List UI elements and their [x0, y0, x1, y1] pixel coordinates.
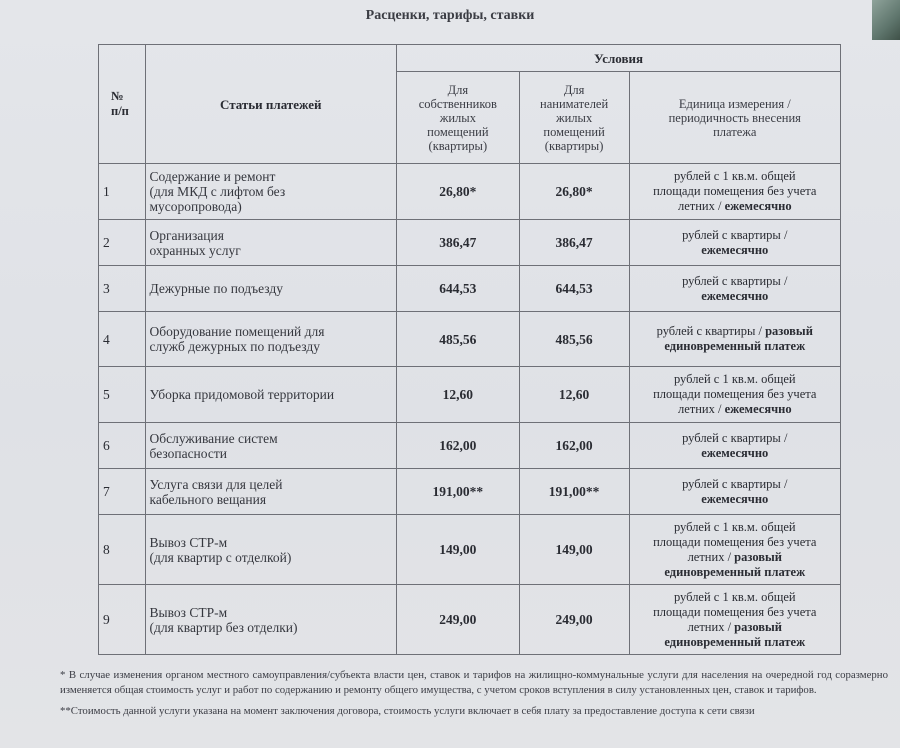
- header-tenants: Для нанимателей жилых помещений (квартиры): [519, 72, 629, 164]
- row-number: 7: [99, 469, 146, 515]
- row-number: 1: [99, 164, 146, 220]
- row-item: Услуга связи для целей кабельного вещания: [145, 469, 397, 515]
- footnote-single-asterisk: * В случае изменения органом местного самоуправления/субъекта власти цен, ставок и тарифов на жилищно-коммунальные услуги для населения на очередной год соразмерно изменяется общая стоимость услуг и работ по содержанию и ремонту общего имущества, с учетом сроков вступления в силу установленных цен, ставок и тарифов.: [60, 669, 888, 696]
- unit-period: ежемесячно: [724, 199, 792, 213]
- table-row: [99, 220, 841, 266]
- unit-period: разовый единовременный платеж: [664, 324, 813, 353]
- unit-period: ежемесячно: [701, 491, 769, 506]
- row-number: 9: [99, 585, 146, 655]
- row-item: Организация охранных услуг: [145, 220, 397, 266]
- row-unit: [629, 367, 840, 423]
- row-number: 4: [99, 312, 146, 367]
- row-unit: [629, 220, 840, 266]
- header-owners: Для собственников жилых помещений (квартиры): [397, 72, 520, 164]
- row-item: Дежурные по подъезду: [145, 266, 397, 312]
- unit-period: ежемесячно: [701, 445, 769, 460]
- row-number: 8: [99, 515, 146, 585]
- table-row: [99, 266, 841, 312]
- row-unit: [629, 469, 840, 515]
- row-owners-price: 386,47: [397, 220, 520, 266]
- table-header-row: [99, 45, 841, 72]
- row-tenants-price: 386,47: [519, 220, 629, 266]
- row-tenants-price: 191,00**: [519, 469, 629, 515]
- row-number: 2: [99, 220, 146, 266]
- unit-period: разовый единовременный платеж: [664, 619, 806, 649]
- row-tenants-price: 644,53: [519, 266, 629, 312]
- row-unit: [629, 423, 840, 469]
- unit-text: рублей с квартиры /: [682, 227, 788, 242]
- table-row: [99, 423, 841, 469]
- row-item: Содержание и ремонт (для МКД с лифтом без мусоропровода): [145, 164, 397, 220]
- header-conditions: Условия: [397, 45, 841, 72]
- row-owners-price: 12,60: [397, 367, 520, 423]
- row-unit: [629, 515, 840, 585]
- unit-text: рублей с квартиры /: [682, 273, 788, 288]
- row-owners-price: 485,56: [397, 312, 520, 367]
- row-tenants-price: 149,00: [519, 515, 629, 585]
- row-item: Обслуживание систем безопасности: [145, 423, 397, 469]
- table-row: [99, 585, 841, 655]
- unit-period: ежемесячно: [701, 288, 769, 303]
- row-tenants-price: 26,80*: [519, 164, 629, 220]
- row-number: 5: [99, 367, 146, 423]
- header-items: Статьи платежей: [145, 45, 397, 164]
- row-unit: [629, 585, 840, 655]
- row-owners-price: 149,00: [397, 515, 520, 585]
- table-row: [99, 515, 841, 585]
- unit-text: рублей с 1 кв.м. общей площади помещения без учета летних /: [653, 169, 817, 213]
- table-row: [99, 312, 841, 367]
- row-item: Уборка придомовой территории: [145, 367, 397, 423]
- row-owners-price: 162,00: [397, 423, 520, 469]
- header-number: № п/п: [99, 45, 146, 164]
- rates-table: [98, 44, 841, 655]
- row-owners-price: 26,80*: [397, 164, 520, 220]
- unit-period: ежемесячно: [724, 402, 792, 416]
- row-unit: [629, 266, 840, 312]
- table-row: [99, 367, 841, 423]
- unit-text: рублей с 1 кв.м. общей площади помещения без учета летних /: [653, 589, 817, 634]
- row-item: Вывоз СТР-м (для квартир без отделки): [145, 585, 397, 655]
- row-item: Оборудование помещений для служб дежурных по подъезду: [145, 312, 397, 367]
- table-row: [99, 469, 841, 515]
- unit-text: рублей с 1 кв.м. общей площади помещения без учета летних /: [653, 519, 817, 564]
- footnote-double-asterisk: **Стоимость данной услуги указана на момент заключения договора, стоимость услуги включает в себя плату за предоставление доступа к сети связи: [60, 705, 755, 717]
- row-number: 3: [99, 266, 146, 312]
- unit-text: рублей с 1 кв.м. общей площади помещения без учета летних /: [653, 372, 817, 416]
- unit-period: разовый единовременный платеж: [664, 549, 806, 579]
- unit-text: рублей с квартиры /: [682, 476, 788, 491]
- unit-text: рублей с квартиры /: [656, 324, 766, 338]
- unit-text: рублей с квартиры /: [682, 430, 788, 445]
- row-item: Вывоз СТР-м (для квартир с отделкой): [145, 515, 397, 585]
- row-owners-price: 644,53: [397, 266, 520, 312]
- footnotes: [60, 668, 888, 725]
- row-owners-price: 191,00**: [397, 469, 520, 515]
- row-tenants-price: 249,00: [519, 585, 629, 655]
- header-unit: Единица измерения / периодичность внесения платежа: [629, 72, 840, 164]
- row-unit: [629, 312, 840, 367]
- row-tenants-price: 12,60: [519, 367, 629, 423]
- row-unit: [629, 164, 840, 220]
- row-tenants-price: 162,00: [519, 423, 629, 469]
- row-owners-price: 249,00: [397, 585, 520, 655]
- row-tenants-price: 485,56: [519, 312, 629, 367]
- table-row: [99, 164, 841, 220]
- unit-period: ежемесячно: [701, 242, 769, 257]
- row-number: 6: [99, 423, 146, 469]
- page-title: Расценки, тарифы, ставки: [365, 8, 535, 23]
